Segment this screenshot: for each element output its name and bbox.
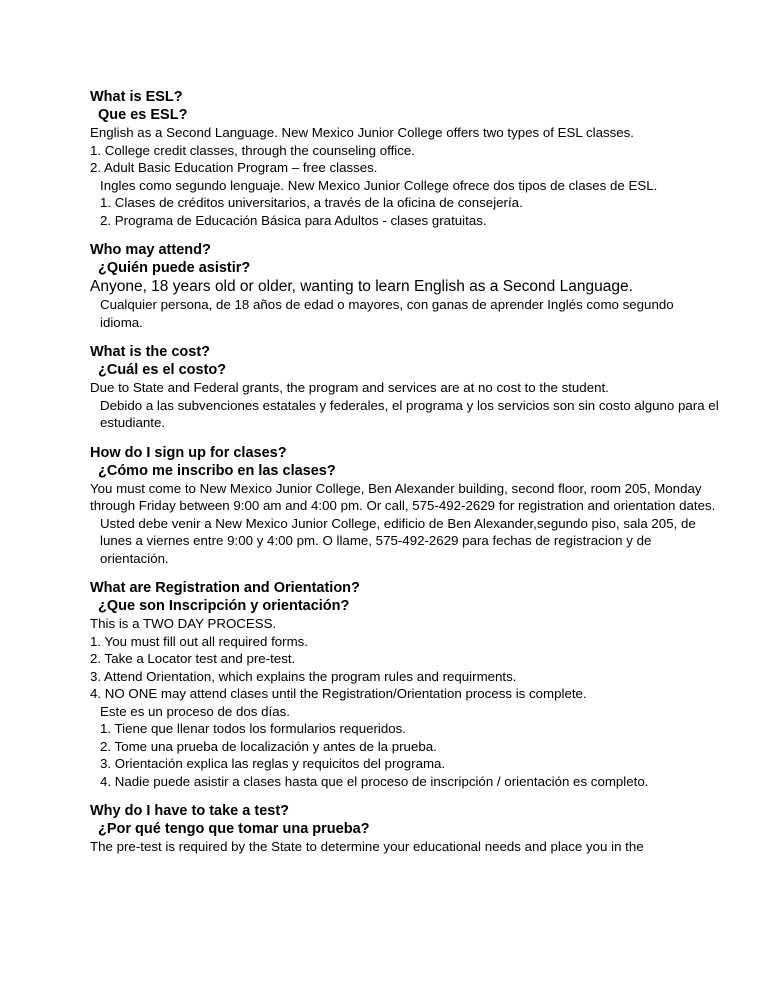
question-en: Why do I have to take a test? xyxy=(90,803,290,819)
section-registration-orientation xyxy=(90,579,720,790)
answer-es-line: 2. Tome una prueba de localización y antes de la prueba. xyxy=(100,738,437,754)
section-sign-up xyxy=(90,444,720,568)
question-en: How do I sign up for clases? xyxy=(90,444,287,461)
answer-es-line: 3. Orientación explica las reglas y requicitos del programa. xyxy=(100,756,446,771)
answer-es-line: Este es un proceso de dos días. xyxy=(100,703,290,719)
answer-es-line: Usted debe venir a New Mexico Junior College, edificio de Ben Alexander,segundo piso, sala 205, de xyxy=(100,515,696,531)
section-who-may-attend xyxy=(90,241,720,331)
question-es: ¿Que son Inscripción y orientación? xyxy=(98,598,350,614)
answer-es-line: 2. Programa de Educación Básica para Adultos - clases gratuitas. xyxy=(100,212,487,228)
answer-en-line: Anyone, 18 years old or older, wanting to learn English as a Second Language. xyxy=(90,278,633,295)
question-en: What are Registration and Orientation? xyxy=(90,580,360,596)
question-en: Who may attend? xyxy=(90,242,211,258)
question-en: What is the cost? xyxy=(90,344,211,360)
answer-en-line: 2. Adult Basic Education Program – free classes. xyxy=(90,160,378,175)
answer-es-line: lunes a viernes entre 9:00 y 4:00 pm. O llame, 575-492-2629 para fechas de registracion y de orientación. xyxy=(100,533,652,566)
answer-en-line: 1. You must fill out all required forms. xyxy=(90,633,309,649)
answer-en-line: 3. Attend Orientation, which explains the program rules and requirments. xyxy=(90,668,517,684)
answer-es-line: 1. Tiene que llenar todos los formularios requeridos. xyxy=(100,721,406,736)
answer-es-line: 1. Clases de créditos universitarios, a través de la oficina de consejería. xyxy=(100,195,523,210)
answer-en-line: The pre-test is required by the State to determine your educational needs and place you in the xyxy=(90,839,644,854)
answer-es-line: Debido a las subvenciones estatales y federales, el programa y los servicios son sin costo alguno para el estudiante. xyxy=(100,397,719,430)
answer-en-line: 1. College credit classes, through the counseling office. xyxy=(90,142,415,158)
answer-en-line: This is a TWO DAY PROCESS. xyxy=(90,616,277,631)
question-es: ¿Cómo me inscribo en las clases? xyxy=(98,462,336,479)
question-es: Que es ESL? xyxy=(98,107,188,123)
document-page xyxy=(90,88,720,868)
section-cost xyxy=(90,343,720,432)
question-en: What is ESL? xyxy=(90,89,183,105)
answer-es-line: 4. Nadie puede asistir a clases hasta que el proceso de inscripción / orientación es completo. xyxy=(100,773,649,789)
answer-en-line: English as a Second Language. New Mexico Junior College offers two types of ESL classes. xyxy=(90,125,634,140)
answer-en-line: You must come to New Mexico Junior College, Ben Alexander building, second floor, room 205, Monday through Friday between 9:00 am and 4:00 pm. Or call, 575-492-2629 for registration and orientation dates. xyxy=(90,480,716,513)
answer-en-line: 2. Take a Locator test and pre-test. xyxy=(90,651,296,666)
section-why-test xyxy=(90,802,720,856)
answer-es-line: Ingles como segundo lenguaje. New Mexico Junior College ofrece dos tipos de clases de ESL. xyxy=(100,177,658,193)
question-es: ¿Cuál es el costo? xyxy=(98,362,227,378)
answer-es-line: Cualquier persona, de 18 años de edad o mayores, con ganas de aprender Inglés como segundo idioma. xyxy=(100,297,674,330)
question-es: ¿Por qué tengo que tomar una prueba? xyxy=(98,821,370,837)
section-what-is-esl xyxy=(90,88,720,229)
answer-en-line: Due to State and Federal grants, the program and services are at no cost to the student. xyxy=(90,380,609,395)
answer-en-line: 4. NO ONE may attend clases until the Registration/Orientation process is complete. xyxy=(90,686,587,701)
question-es: ¿Quién puede asistir? xyxy=(98,260,251,276)
